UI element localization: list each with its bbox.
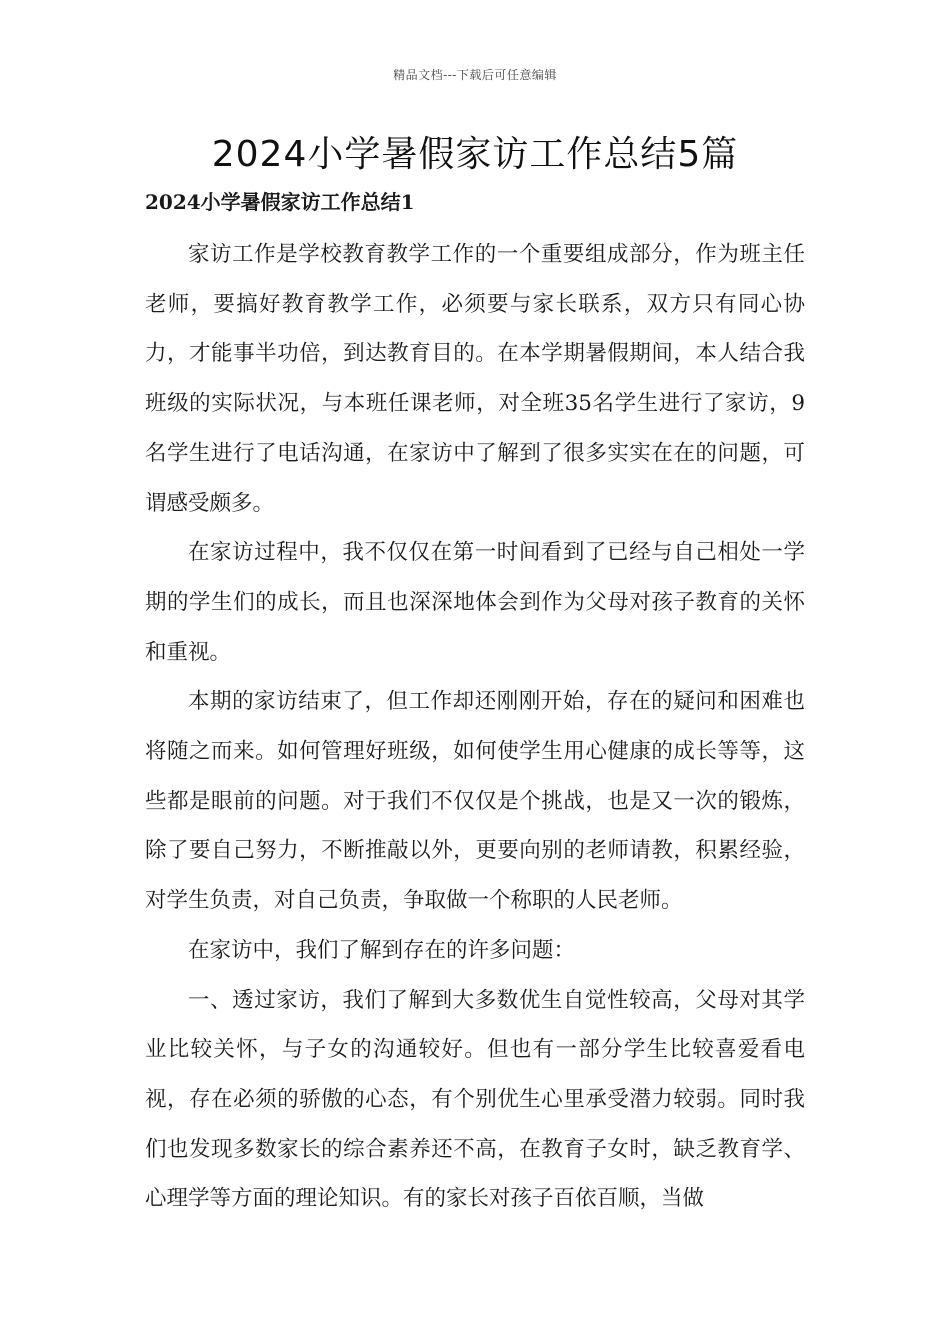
document-title: 2024小学暑假家访工作总结5篇 — [211, 134, 739, 175]
paragraph-3: 本期的家访结束了，但工作却还刚刚开始，存在的疑问和困难也将随之而来。如何管理好班级，如何使学生用心健康的成长等等，这些都是眼前的问题。对于我们不仅仅是个挑战，也是又一次的锻炼，除了要自己努力，不断推敲以外，更要向别的老师请教，积累经验，对学生负责，对自己负责，争取做一个称职的人民老师。 — [145, 689, 805, 914]
document-body — [145, 230, 805, 1224]
paragraph-4: 在家访中，我们了解到存在的许多问题： — [188, 937, 576, 963]
paragraph-5: 一、透过家访，我们了解到大多数优生自觉性较高，父母对其学业比较关怀，与子女的沟通较好。但也有一部分学生比较喜爱看电视，存在必须的骄傲的心态，有个别优生心里承受潜力较弱。同时我们也发现多数家长的综合素养还不高，在教育子女时，缺乏教育学、心理学等方面的理论知识。有的家长对孩子百依百顺，当做 — [145, 987, 805, 1212]
header-note: 精品文档---下载后可任意编辑 — [393, 68, 557, 82]
paragraph-1: 家访工作是学校教育教学工作的一个重要组成部分，作为班主任老师，要搞好教育教学工作，必须要与家长联系，双方只有同心协力，才能事半功倍，到达教育目的。在本学期暑假期间，本人结合我班级的实际状况，与本班任课老师，对全班35名学生进行了家访，9名学生进行了电话沟通，在家访中了解到了很多实实在在的问题，可谓感受颇多。 — [145, 242, 805, 516]
section-heading: 2024小学暑假家访工作总结1 — [145, 190, 415, 214]
paragraph-2: 在家访过程中，我不仅仅在第一时间看到了已经与自己相处一学期的学生们的成长，而且也深深地体会到作为父母对孩子教育的关怀和重视。 — [145, 540, 805, 665]
